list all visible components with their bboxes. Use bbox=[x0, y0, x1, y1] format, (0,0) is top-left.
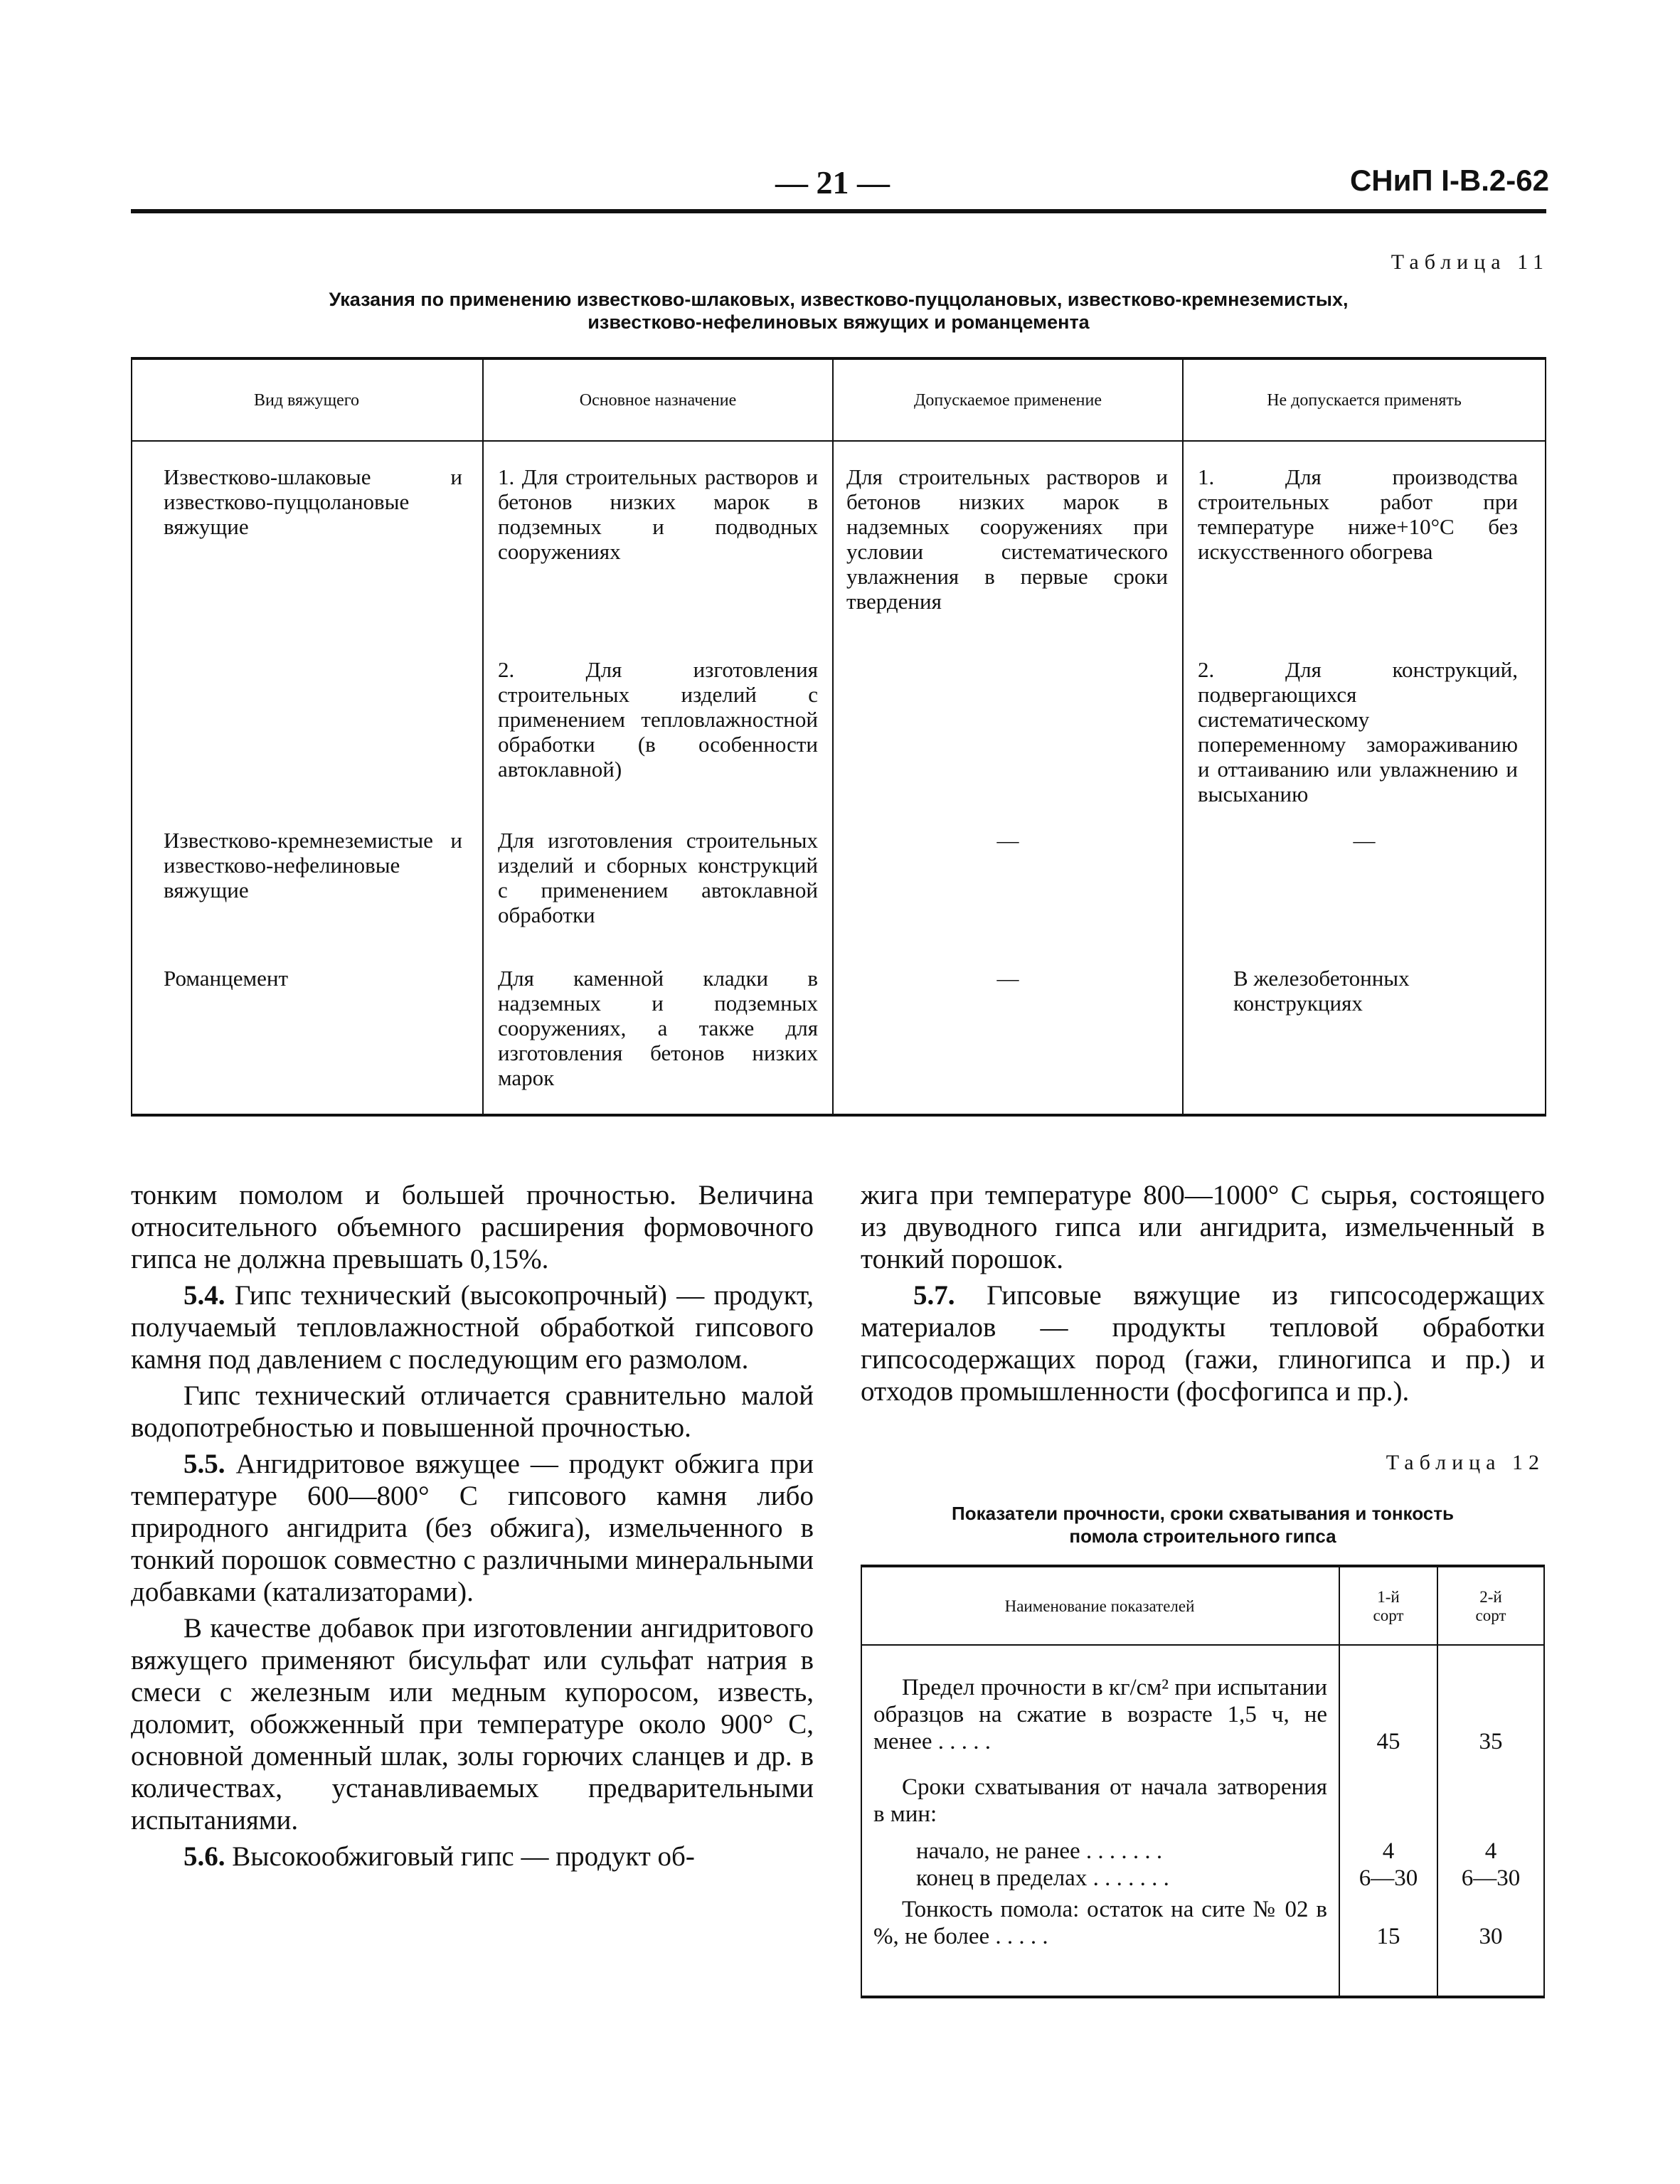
row1-forbidden-1: 1. Для производства строительных работ при температуре ниже+10°С без искусственного обогрева bbox=[1198, 464, 1518, 564]
clause-number: 5.7. bbox=[913, 1280, 955, 1311]
left-paragraph-6 bbox=[131, 1841, 814, 1873]
clause-text: Гипсовые вяжущие из гипсосодержащих материалов — продукты тепловой обработки гипсосодержащих пород (гажи, глиногипса и пр.) и отходов промышленности (фосфогипса и пр.). bbox=[861, 1280, 1545, 1407]
clause-number: 5.4. bbox=[184, 1280, 225, 1311]
table12-header-name: Наименование показателей bbox=[1004, 1597, 1195, 1615]
clause-number: 5.6. bbox=[184, 1841, 225, 1872]
left-column bbox=[131, 1179, 814, 1877]
row2-main: Для изготовления строительных изделий и сборных конструкций с применением автоклавной обработки bbox=[498, 828, 818, 927]
clause-text: Высокообжиговый гипс — продукт об- bbox=[232, 1841, 695, 1872]
table12-header-grade1 bbox=[1340, 1567, 1437, 1646]
row2-forbidden: — bbox=[1353, 828, 1376, 853]
table12-header-grade2 bbox=[1438, 1567, 1543, 1646]
fineness-label: Тонкость помола: остаток на сите № 02 в %, не более . . . . . bbox=[873, 1897, 1327, 1949]
table11 bbox=[131, 357, 1546, 1117]
end-grade1: 6—30 bbox=[1359, 1865, 1418, 1891]
table12-title bbox=[861, 1502, 1545, 1548]
start-grade2: 4 bbox=[1484, 1838, 1497, 1864]
row1-allowed: Для строительных растворов и бетонов низких марок в надземных сооружениях при условии систематического увлажнения в первые сроки твердения bbox=[846, 464, 1168, 614]
row3-type: Романцемент bbox=[164, 966, 288, 991]
row1-main-1: 1. Для строительных растворов и бетонов низких марок в подземных и подводных сооружениях bbox=[498, 464, 818, 564]
grade1-label: 1-й bbox=[1377, 1588, 1400, 1606]
grade1-sort: сорт bbox=[1373, 1607, 1404, 1624]
table11-divider bbox=[832, 360, 834, 1114]
document-code: СНиП I-В.2-62 bbox=[1349, 164, 1549, 197]
header-rule bbox=[131, 209, 1546, 213]
left-paragraph-2 bbox=[131, 1279, 814, 1375]
table11-header-type: Вид вяжущего bbox=[253, 391, 360, 410]
start-grade1: 4 bbox=[1382, 1838, 1395, 1864]
start-label: начало, не ранее . . . . . . . bbox=[916, 1838, 1163, 1864]
row1-forbidden-2: 2. Для конструкций, подвергающихся систематическому попеременному замораживанию и оттаиванию или увлажнению и высыханию bbox=[1198, 657, 1518, 806]
row2-type: Известково-кремнеземистые и известково-нефелиновые вяжущие bbox=[164, 828, 462, 902]
table12 bbox=[861, 1565, 1545, 1998]
strength-grade2: 35 bbox=[1479, 1729, 1503, 1754]
row3-allowed: — bbox=[996, 966, 1019, 991]
right-column bbox=[861, 1179, 1545, 1412]
table11-title-line1: Указания по применению известково-шлаковых, известково-пуццолановых, известково-кремнеземистых, bbox=[329, 289, 1349, 310]
table12-border-right bbox=[1543, 1567, 1545, 1996]
end-grade2: 6—30 bbox=[1461, 1865, 1521, 1891]
table11-divider bbox=[482, 360, 484, 1114]
clause-text: Гипс технический (высокопрочный) — продукт, получаемый тепловлажностной обработкой гипсового камня под давлением с последующим его размолом. bbox=[131, 1280, 814, 1375]
fineness-grade1: 15 bbox=[1376, 1924, 1400, 1949]
strength-grade1: 45 bbox=[1376, 1729, 1400, 1754]
row3-main: Для каменной кладки в надземных и подземных сооружениях, а также для изготовления бетонов низких марок bbox=[498, 966, 818, 1090]
table12-title-line2: помола строительного гипса bbox=[1069, 1525, 1336, 1547]
left-paragraph-4 bbox=[131, 1448, 814, 1608]
row3-forbidden: В железобетонных конструкциях bbox=[1233, 966, 1410, 1016]
table12-caption: Таблица 12 bbox=[1386, 1451, 1545, 1474]
right-paragraph-2 bbox=[861, 1279, 1545, 1407]
fineness-grade2: 30 bbox=[1479, 1924, 1503, 1949]
row1-type: Известково-шлаковые и известково-пуццолановые вяжущие bbox=[164, 464, 462, 539]
left-paragraph-1: тонким помолом и большей прочностью. Величина относительного объемного расширения формовочного гипса не должна превышать 0,15%. bbox=[131, 1180, 814, 1274]
table11-header-allowed: Допускаемое применение bbox=[914, 391, 1102, 410]
row2-allowed: — bbox=[996, 828, 1019, 853]
left-paragraph-3: Гипс технический отличается сравнительно малой водопотребностью и повышенной прочностью. bbox=[131, 1380, 814, 1443]
table11-header-forbidden: Не допускается применять bbox=[1267, 391, 1462, 410]
table11-border-left bbox=[131, 360, 132, 1114]
table12-title-line1: Показатели прочности, сроки схватывания и тонкость bbox=[952, 1503, 1454, 1524]
row1-main-2: 2. Для изготовления строительных изделий с применением тепловлажностной обработки (в особенности автоклавной) bbox=[498, 657, 818, 782]
left-paragraph-5: В качестве добавок при изготовлении ангидритового вяжущего применяют бисульфат или сульфат натрия в смеси с железным или медным купоросом, известь, доломит, обожженный при температуре около 900° С, основной доменный шлак, золы горючих сланцев и др. в количествах, устанавливаемых предварительными испытаниями. bbox=[131, 1613, 814, 1836]
table11-divider bbox=[1182, 360, 1184, 1114]
right-paragraph-1: жига при температуре 800—1000° С сырья, состоящего из двуводного гипса или ангидрита, измельченный в тонкий порошок. bbox=[861, 1180, 1545, 1274]
grade2-sort: сорт bbox=[1475, 1607, 1506, 1624]
table11-border-right bbox=[1545, 360, 1546, 1114]
table11-header-main: Основное назначение bbox=[579, 391, 737, 410]
table11-caption: Таблица 11 bbox=[1391, 250, 1549, 274]
table11-title-line2: известково-нефелиновых вяжущих и романцемента bbox=[588, 311, 1090, 333]
page-number: — 21 — bbox=[775, 164, 890, 201]
table11-title bbox=[131, 288, 1546, 334]
grade2-label: 2-й bbox=[1479, 1588, 1502, 1606]
setting-label: Сроки схватывания от начала затворения в мин: bbox=[873, 1774, 1327, 1827]
clause-text: Ангидритовое вяжущее — продукт обжига при температуре 600—800° С гипсового камня либо природного ангидрита (без обжига), измельченного в тонкий порошок совместно с различными минеральными добавками (катализаторами). bbox=[131, 1449, 814, 1607]
strength-label: Предел прочности в кг/см² при испытании образцов на сжатие в возрасте 1,5 ч, не менее . . . . . bbox=[873, 1675, 1327, 1754]
clause-number: 5.5. bbox=[184, 1449, 225, 1479]
end-label: конец в пределах . . . . . . . bbox=[916, 1865, 1169, 1891]
